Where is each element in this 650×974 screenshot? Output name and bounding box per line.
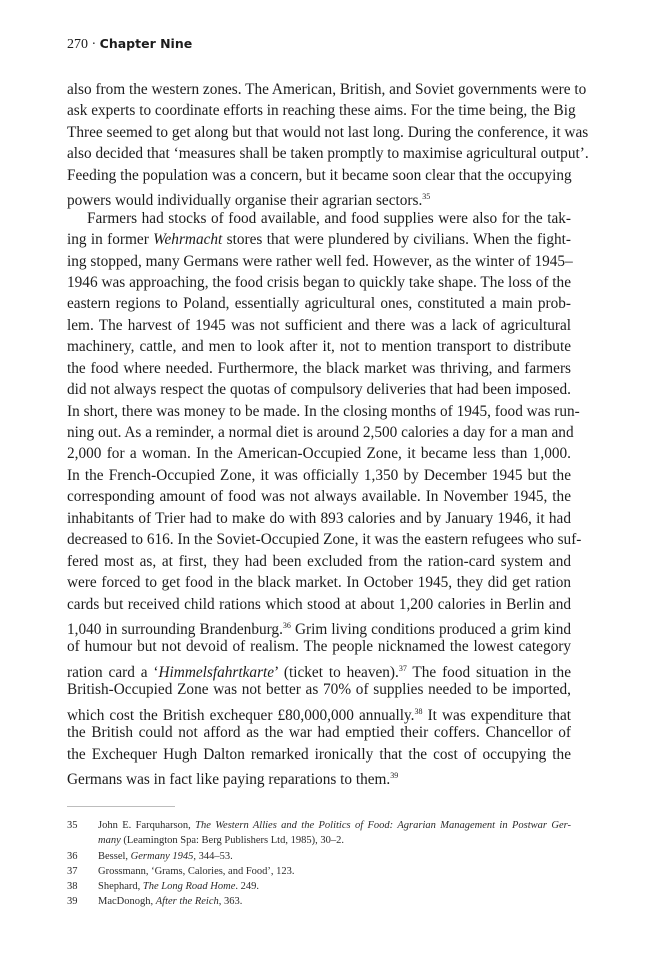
- footnote-ref[interactable]: 39: [390, 771, 399, 780]
- text-line: also decided that ‘measures shall be taken promptly to maximise agricultural output’.: [67, 145, 589, 163]
- text-line: 2,000 for a woman. In the American-Occupied Zone, it became less than 1,000.: [67, 445, 571, 463]
- footnote-line: John E. Farquharson, The Western Allies and the Politics of Food: Agrarian Management in Postwar Ger-: [98, 820, 571, 831]
- text-line: did not always respect the quotas of compulsory deliveries that had been imposed.: [67, 381, 571, 399]
- text-line: In the French-Occupied Zone, it was officially 1,350 by December 1945 but the: [67, 466, 571, 484]
- text-line: fered most as, at first, they had been excluded from the ration-card system and: [67, 552, 571, 570]
- footnote-ref[interactable]: 36: [282, 620, 291, 630]
- text-line: the British could not afford as the war had emptied their coffers. Chancellor of: [67, 724, 571, 742]
- footnote-line: MacDonogh, After the Reich, 363.: [98, 896, 243, 908]
- text-line: the Exchequer Hugh Dalton remarked ironically that the cost of occupying the: [67, 745, 571, 763]
- body-text: [67, 79, 589, 788]
- page-number: 270: [67, 37, 88, 52]
- footnote: [67, 879, 571, 894]
- text-line: 1,040 in surrounding Brandenburg.$^{36}$ Grim living conditions produced a grim kind: [67, 620, 571, 638]
- footnote-line: Shephard, The Long Road Home. 249.: [98, 881, 260, 893]
- chapter-title: Chapter Nine: [99, 36, 193, 51]
- footnote-number: 37: [67, 865, 78, 877]
- text-line: Three seemed to get along but that would not last long. During the conference, it was: [67, 123, 589, 141]
- text-line: which cost the British exchequer £80,000,000 annually.$^{38}$ It was expenditure that: [67, 706, 572, 724]
- text-line: decreased to 616. In the Soviet-Occupied Zone, it was the eastern refugees who suf-: [67, 531, 582, 549]
- text-line: Farmers had stocks of food available, and food supplies were also for the tak-: [87, 209, 571, 227]
- text-line: corresponding amount of food was not always available. In November 1945, the: [67, 488, 571, 506]
- italic-term: Wehrmacht: [153, 231, 223, 249]
- footnote-line: Bessel, Germany 1945, 344–53.: [98, 850, 233, 862]
- footnote: [67, 849, 571, 864]
- text-line: ing stopped, many Germans were rather well fed. However, as the winter of 1945–: [67, 252, 573, 270]
- text-line: of humour but not devoid of realism. The people nicknamed the lowest category: [67, 638, 571, 656]
- text-line: 1946 was approaching, the food crisis began to quickly take shape. The loss of the: [67, 273, 571, 291]
- footnote-ref[interactable]: 38: [414, 706, 423, 716]
- footnote-line: Grossmann, ‘Grams, Calories, and Food’, 123.: [98, 865, 295, 877]
- footnote-ref[interactable]: 37: [398, 663, 407, 673]
- footnote-ref[interactable]: 35: [422, 192, 431, 202]
- text-line: also from the western zones. The American, British, and Soviet governments were to: [67, 81, 587, 98]
- footnote-number: 36: [67, 850, 78, 862]
- footnote: [67, 894, 571, 909]
- text-line: eastern regions to Poland, essentially agricultural ones, constituted a main prob-: [67, 295, 571, 313]
- footnote-line: many (Leamington Spa: Berg Publishers Ltd, 1985), 30–2.: [98, 835, 344, 847]
- italic-term: Himmelsfahrtkarte: [158, 663, 275, 681]
- text-line: powers would individually organise their agrarian sectors.$^{35}$: [67, 192, 431, 210]
- footnote-number: 35: [67, 820, 78, 831]
- text-line: ration card a ‘Himmelsfahrtkarte’ (ticket to heaven).$^{37}$ The food situation in the: [67, 663, 571, 681]
- text-line: Feeding the population was a concern, but it became soon clear that the occupying: [67, 166, 572, 184]
- text-line: the food where needed. Furthermore, the black market was thriving, and farmers: [67, 359, 571, 377]
- text-line: lem. The harvest of 1945 was not sufficient and there was a lack of agricultural: [67, 316, 571, 334]
- footnote: [67, 864, 571, 879]
- text-line: inhabitants of Trier had to make do with 893 calories and by January 1946, it had: [67, 509, 571, 527]
- text-line: machinery, cattle, and men to look after it, not to mention transport to distribute: [67, 338, 571, 356]
- text-line: were forced to get food in the black market. In October 1945, they did get ration: [67, 574, 571, 592]
- text-line: Germans was in fact like paying reparations to them.$^{39}$: [67, 771, 399, 788]
- text-line: cards but received child rations which stood at about 1,200 calories in Berlin and: [67, 595, 571, 613]
- text-line: ing in former Wehrmacht stores that were plundered by civilians. When the fight-: [67, 231, 571, 249]
- text-line: ask experts to coordinate efforts in reaching these aims. For the time being, the Big: [67, 102, 576, 120]
- footnote-number: 39: [67, 896, 78, 908]
- footnote-rule: [67, 806, 175, 807]
- header-separator: ·: [88, 37, 100, 52]
- text-line: ning out. As a reminder, a normal diet is around 2,500 calories a day for a man and: [67, 424, 574, 441]
- running-head: [67, 36, 192, 53]
- footnote-number: 38: [67, 881, 78, 893]
- text-line: In short, there was money to be made. In the closing months of 1945, food was run-: [67, 402, 580, 420]
- text-line: British-Occupied Zone was not better as 70% of supplies needed to be imported,: [67, 681, 571, 699]
- footnotes: [67, 818, 571, 910]
- footnote: [67, 818, 571, 849]
